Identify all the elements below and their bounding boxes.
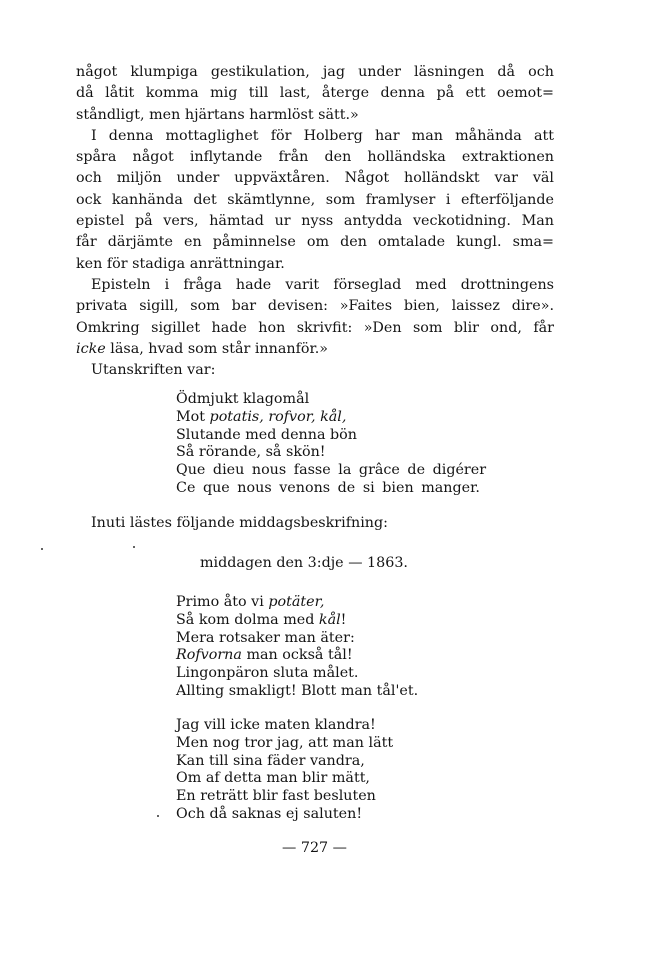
prose-line: Omkring sigillet hade hon skrivfit: »Den som blir ond, får [76, 319, 554, 336]
menu-stanza-2 [176, 717, 393, 824]
prose-line: och miljön under uppväxtåren. Något holländskt var väl [76, 170, 554, 187]
verse-line: Primo åto vi potäter, [176, 594, 325, 610]
italic-word: icke [76, 340, 106, 357]
prose-block [76, 62, 554, 381]
prose-line: ken för stadiga anrättningar. [76, 255, 285, 272]
ink-speck [41, 548, 43, 550]
verse-line: Men nog tror jag, att man lätt [176, 734, 394, 751]
verse-line: Slutande med denna bön [176, 426, 357, 443]
verse-line: Jag vill icke maten klandra! [176, 717, 376, 733]
verse-line: Mera rotsaker man äter: [176, 629, 355, 646]
verse-line: Lingonpäron sluta målet. [176, 665, 359, 682]
verse-line: Så kom dolma med kål! [176, 611, 347, 628]
verse-line: Om af detta man blir mätt, [176, 770, 370, 787]
prose-line: Utanskriften var: [91, 362, 216, 379]
verse-line: Ödmjukt klagomål [176, 391, 310, 407]
prose-line: ock kanhända det skämtlynne, som framlyser i efterföljande [76, 191, 554, 208]
prose-line: spåra något inflytande från den holländska extraktionen [76, 149, 554, 166]
dateline: middagen den 3:dje — 1863. [200, 555, 408, 571]
verse-line: Mot potatis, rofvor, kål, [176, 408, 347, 425]
verse-line: Ce que nous venons de si bien manger. [176, 479, 480, 496]
prose-line: icke läsa, hvad som står innanför.» [76, 340, 329, 357]
menu-stanza-1 [176, 594, 418, 701]
prose-line: får därjämte en påminnelse om den omtalade kungl. sma= [76, 234, 554, 251]
verse-line: Que dieu nous fasse la grâce de digérer [176, 462, 487, 479]
prose-line: då låtit komma mig till last, återge denna på ett oemot= [76, 85, 554, 102]
prose-line: Episteln i fråga hade varit förseglad med drottningens [91, 276, 554, 293]
page-number: — 727 — [282, 840, 347, 856]
verse-line: Så rörande, så skön! [176, 444, 326, 461]
menu-intro: Inuti lästes följande middagsbeskrifning: [91, 515, 388, 531]
verse-line: Rofvorna man också tål! [176, 647, 353, 664]
prose-line: epistel på vers, hämtad ur nyss antydda veckotidning. Man [76, 213, 554, 230]
prose-line: I denna mottaglighet för Holberg har man måhända att [91, 127, 554, 144]
prose-line: privata sigill, som bar devisen: »Faites bien, laissez dire». [76, 298, 554, 315]
prose-line: ståndligt, men hjärtans harmlöst sätt.» [76, 106, 359, 123]
verse-line: Kan till sina fäder vandra, [176, 752, 365, 769]
ink-speck [157, 815, 159, 817]
verse-line: Och då saknas ej saluten! [176, 805, 363, 822]
prose-line: något klumpiga gestikulation, jag under läsningen då och [76, 64, 554, 80]
ink-speck [133, 546, 135, 548]
address-verse [176, 391, 486, 498]
verse-line: En reträtt blir fast besluten [176, 788, 376, 805]
verse-line: Allting smakligt! Blott man tål'et. [176, 682, 419, 699]
